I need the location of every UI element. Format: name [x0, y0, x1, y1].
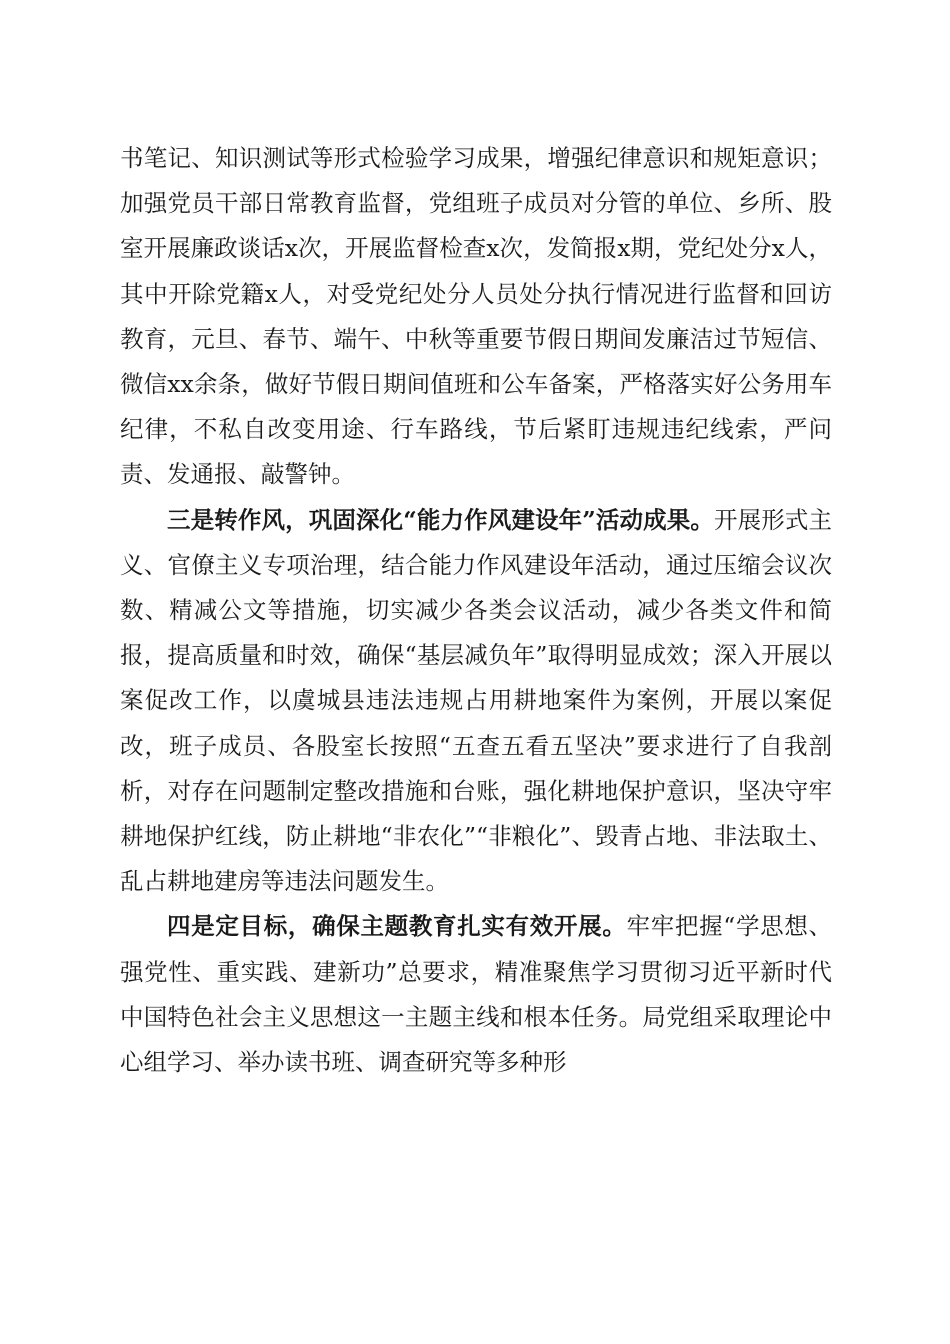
paragraph-2	[120, 498, 832, 905]
paragraph-1-text: 书笔记、知识测试等形式检验学习成果，增强纪律意识和规矩意识；加强党员干部日常教育监督，党组班子成员对分管的单位、乡所、股室开展廉政谈话x次，开展监督检查x次，发简报x期，党纪处分x人，其中开除党籍x人，对受党纪处分人员处分执行情况进行监督和回访教育，元旦、春节、端午、中秋等重要节假日期间发廉洁过节短信、微信xx余条，做好节假日期间值班和公车备案，严格落实好公务用车纪律，不私自改变用途、行车路线，节后紧盯违规违纪线索，严问责、发通报、敲警钟。	[120, 144, 832, 489]
paragraph-2-text: 开展形式主义、官僚主义专项治理，结合能力作风建设年活动，通过压缩会议次数、精减公文等措施，切实减少各类会议活动，减少各类文件和简报，提高质量和时效，确保“基层减负年”取得明显成效；深入开展以案促改工作，以虞城县违法违规占用耕地案件为案例，开展以案促改，班子成员、各股室长按照“五查五看五坚决”要求进行了自我剖析，对存在问题制定整改措施和台账，强化耕地保护意识，坚决守牢耕地保护红线，防止耕地“非农化”“非粮化”、毁青占地、非法取土、乱占耕地建房等违法问题发生。	[120, 505, 832, 896]
paragraph-3-lead: 四是定目标，确保主题教育扎实有效开展。	[167, 912, 627, 941]
document-body	[120, 136, 832, 1085]
paragraph-3	[120, 904, 832, 1085]
paragraph-3-text: 牢牢把握“学思想、强党性、重实践、建新功”总要求，精准聚焦学习贯彻习近平新时代中国特色社会主义思想这一主题主线和根本任务。局党组采取理论中心组学习、举办读书班、调查研究等多种形	[120, 912, 833, 1077]
paragraph-2-lead: 三是转作风，巩固深化“能力作风建设年”活动成果。	[167, 505, 714, 534]
paragraph-1	[120, 136, 832, 498]
